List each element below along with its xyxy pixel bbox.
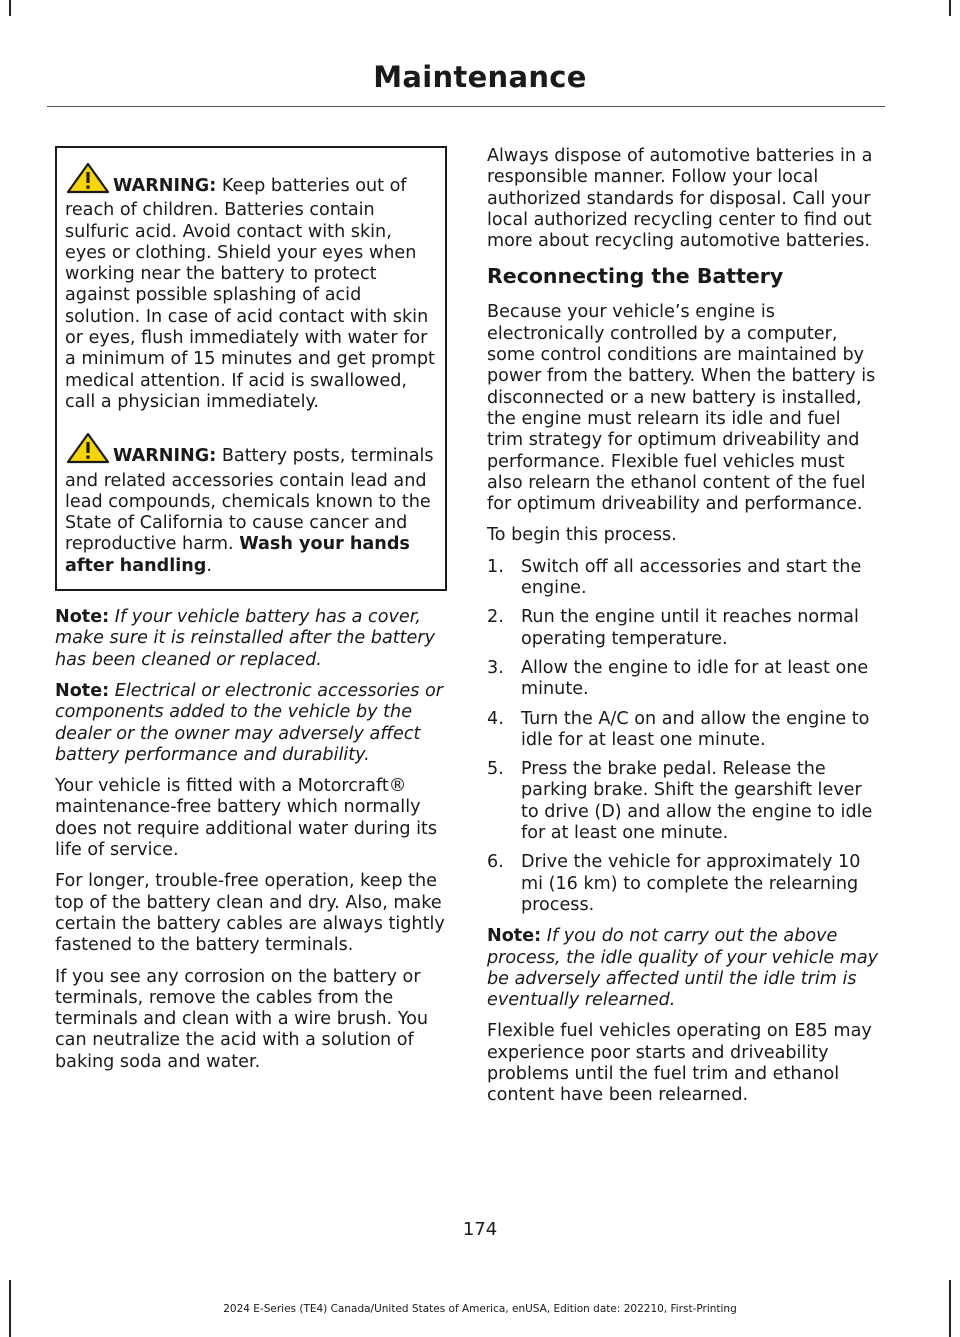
body-paragraph: Because your vehicle’s engine is electronically controlled by a computer, some control conditions are maintained by power from the battery. When the battery is disconnected or a new battery is installed, the engine must relearn its idle and fuel trim strategy for optimum driveability and performance. Flexible fuel vehicles must also relearn the ethanol content of the fuel for optimum driveability and performance. (487, 302, 876, 515)
begin-paragraph: To begin this process. (487, 525, 677, 546)
steps-list (487, 557, 880, 916)
step-text: Turn the A/C on and allow the engine to idle for at least one minute. (521, 708, 870, 750)
step-number: 2. (487, 607, 504, 628)
footer-edition-info: 2024 E-Series (TE4) Canada/United States of America, enUSA, Edition date: 202210, First-Printing (223, 1303, 737, 1315)
step-number: 5. (487, 759, 504, 780)
step-text: Drive the vehicle for approximately 10 mi (16 km) to complete the relearning process. (521, 852, 861, 915)
note-paragraph (55, 607, 447, 671)
body-paragraph: Your vehicle is fitted with a Motorcraft® maintenance-free battery which normally does not require additional water during its life of service. (55, 776, 438, 861)
note-label: Note: (55, 607, 110, 628)
body-paragraph: If you see any corrosion on the battery or terminals, remove the cables from the terminals and clean with a wire brush. You can neutralize the acid with a solution of baking soda and water. (55, 966, 429, 1072)
step-number: 4. (487, 708, 504, 729)
crop-mark-top-right (949, 0, 951, 16)
warning-label: WARNING: (113, 176, 217, 196)
intro-paragraph: Always dispose of automotive batteries in a responsible manner. Follow your local authorized standards for disposal. Call your local authorized recycling center to find out more about recycling automotive batteries. (487, 146, 873, 252)
header-divider (47, 106, 885, 107)
step-number: 3. (487, 657, 504, 678)
step-number: 6. (487, 852, 504, 873)
warning-emphasis: Wash your hands after handling (65, 534, 410, 576)
step-text: Allow the engine to idle for at least one minute. (521, 657, 869, 700)
list-item (487, 709, 880, 752)
warning-triangle-icon (66, 432, 110, 470)
warning-tail: . (206, 555, 212, 576)
list-item (487, 759, 880, 844)
list-item (487, 557, 880, 600)
list-item (487, 658, 880, 701)
warning-text: Keep batteries out of reach of children. Batteries contain sulfuric acid. Avoid contact with skin, eyes or clothing. Shield your eyes when working near the battery to protect against possible splashing of acid solution. In case of acid contact with skin or eyes, flush immediately with water for a minimum of 15 minutes and get prompt medical attention. If acid is swallowed, call a physician immediately. (65, 176, 435, 412)
step-text: Run the engine until it reaches normal operating temperature. (521, 607, 859, 649)
page-title: Maintenance (373, 60, 587, 94)
closing-paragraph: Flexible fuel vehicles operating on E85 may experience poor starts and driveability problems until the fuel trim and ethanol content have been relearned. (487, 1021, 872, 1106)
note-paragraph (487, 926, 880, 1011)
note-label: Note: (55, 680, 110, 701)
step-text: Switch off all accessories and start the engine. (521, 556, 862, 599)
left-column (55, 146, 447, 1083)
crop-mark-top-left (9, 0, 11, 16)
page-number: 174 (462, 1219, 498, 1240)
step-number: 1. (487, 556, 504, 577)
list-item (487, 607, 880, 650)
note-text: Electrical or electronic accessories or components added to the vehicle by the dealer or the owner may adversely affect battery performance and durability. (55, 680, 444, 765)
section-heading: Reconnecting the Battery (487, 264, 784, 289)
warning-paragraph (65, 162, 437, 413)
note-text: If you do not carry out the above process, the idle quality of your vehicle may be adversely affected until the idle trim is eventually relearned. (487, 926, 879, 1011)
warning-label: WARNING: (113, 446, 217, 467)
note-text: If your vehicle battery has a cover, make sure it is reinstalled after the battery has been cleaned or replaced. (55, 607, 436, 670)
step-text: Press the brake pedal. Release the parking brake. Shift the gearshift lever to drive (D) and allow the engine to idle for at least one minute. (521, 759, 873, 844)
list-item (487, 852, 880, 916)
note-paragraph (55, 681, 447, 766)
note-label: Note: (487, 926, 542, 947)
warning-text: Battery posts, terminals and related accessories contain lead and lead compounds, chemicals known to the State of California to cause cancer and reproductive harm. (65, 446, 434, 555)
warning-box (55, 146, 447, 591)
warning-paragraph (65, 432, 437, 577)
warning-triangle-icon (66, 162, 110, 200)
right-column (487, 146, 880, 1117)
body-paragraph: For longer, trouble-free operation, keep the top of the battery clean and dry. Also, make certain the battery cables are always tightly fastened to the battery terminals. (55, 871, 445, 956)
